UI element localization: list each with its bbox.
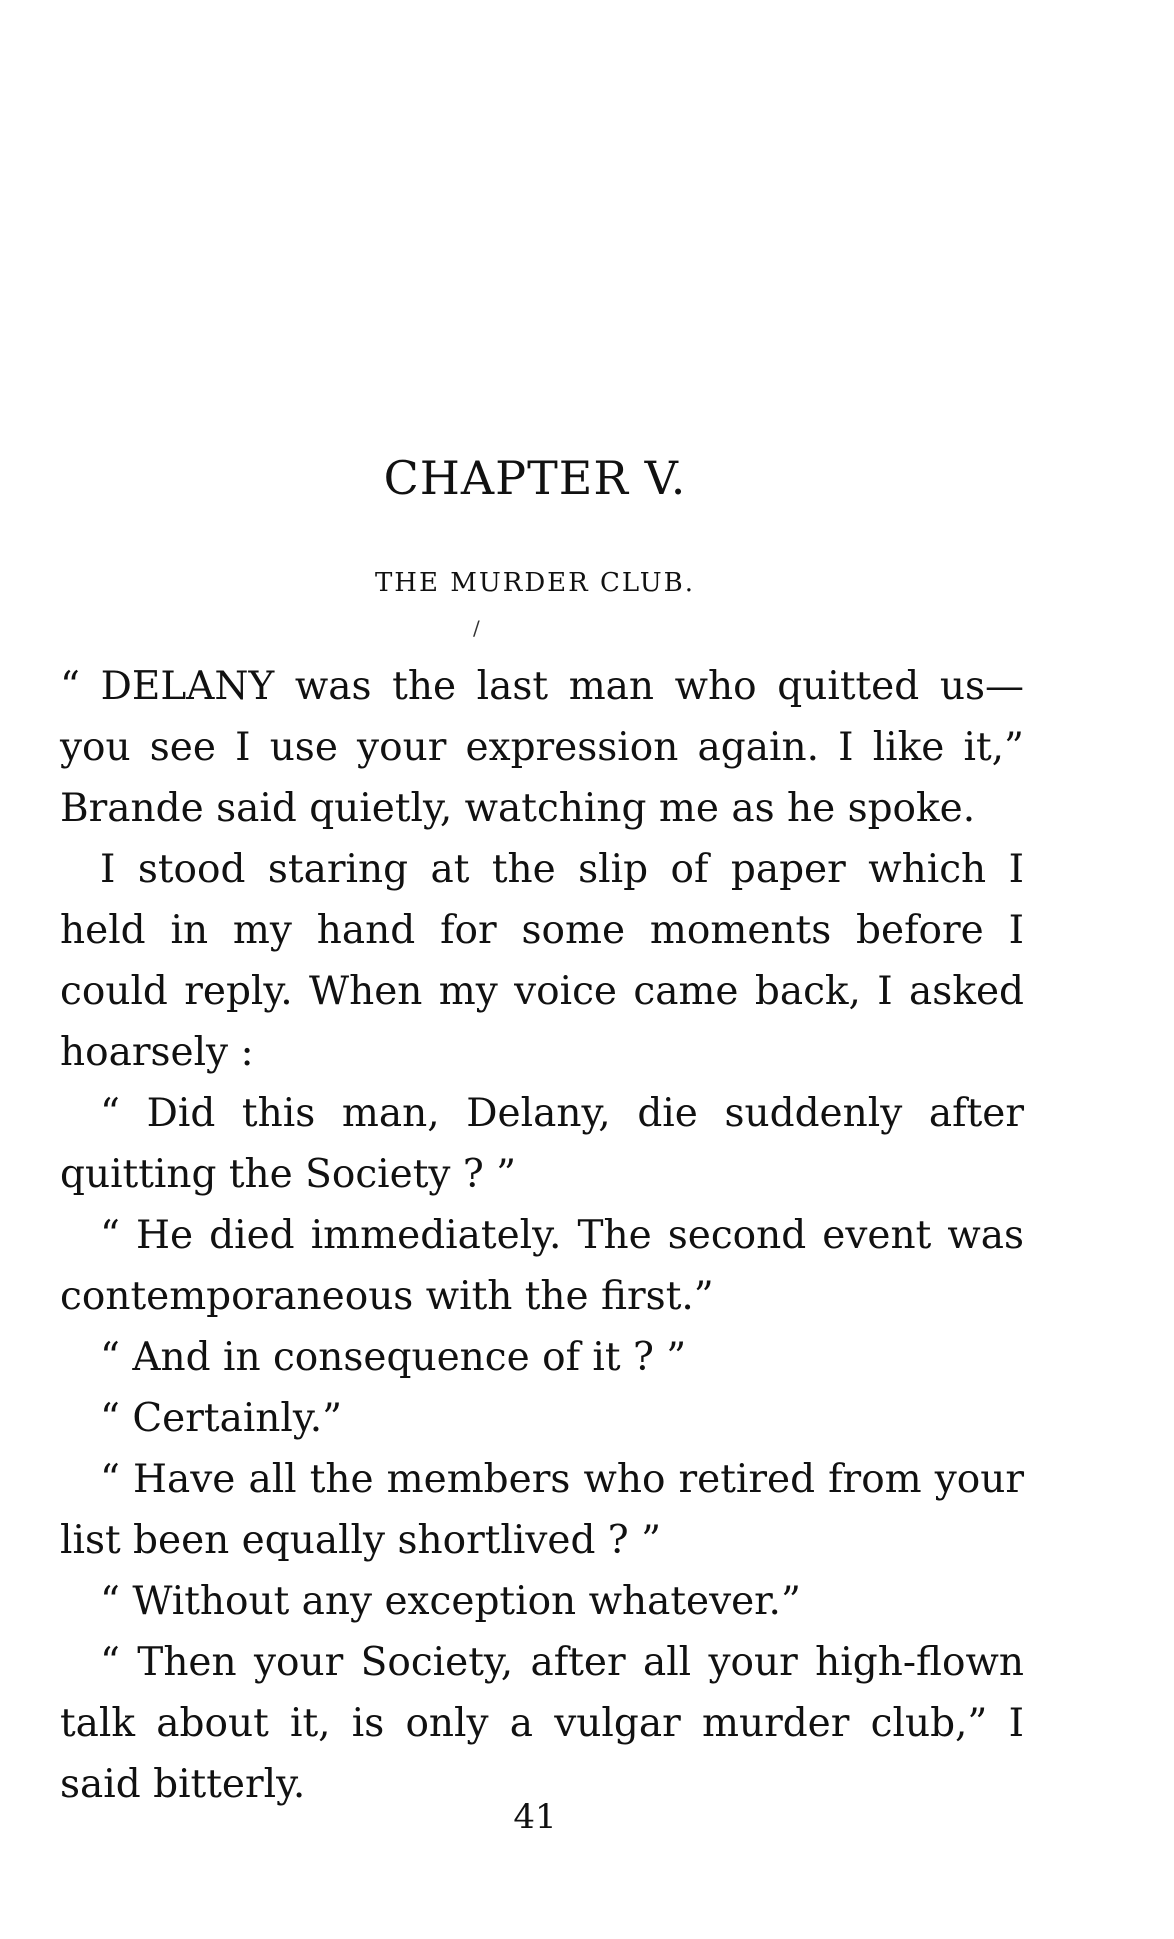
page-number: 41	[513, 1797, 557, 1837]
chapter-subtitle: THE MURDER CLUB.	[374, 568, 696, 598]
chapter-body	[60, 656, 1024, 1815]
opening-word-smallcaps: ELANY	[131, 664, 275, 709]
paragraph-5: “ And in consequence of it ? ”	[100, 1335, 687, 1380]
paragraph-1-text: was the last man who quitted us—you see I use your expression again. I like it,” Brande said quietly, watching me as he spoke.	[60, 664, 1024, 831]
paragraph-3: “ Did this man, Delany, die suddenly after quitting the Society ? ”	[60, 1091, 1024, 1197]
paragraph-2: I stood staring at the slip of paper which I held in my hand for some moments before I could reply. When my voice came back, I asked hoarsely :	[60, 847, 1024, 1075]
paragraph-8: “ Without any exception whatever.”	[100, 1579, 801, 1624]
paragraph-7: “ Have all the members who retired from your list been equally shortlived ? ”	[60, 1457, 1024, 1563]
stray-mark: /	[473, 616, 480, 640]
paragraph-4: “ He died immediately. The second event was contemporaneous with the first.”	[60, 1213, 1024, 1319]
opening-quote: “ D	[60, 664, 132, 709]
paragraph-6: “ Certainly.”	[100, 1396, 343, 1441]
paragraph-9: “ Then your Society, after all your high-flown talk about it, is only a vulgar murder club,” I said bitterly.	[60, 1640, 1024, 1807]
chapter-title: CHAPTER V.	[383, 451, 687, 505]
paragraph-1	[60, 656, 1024, 839]
